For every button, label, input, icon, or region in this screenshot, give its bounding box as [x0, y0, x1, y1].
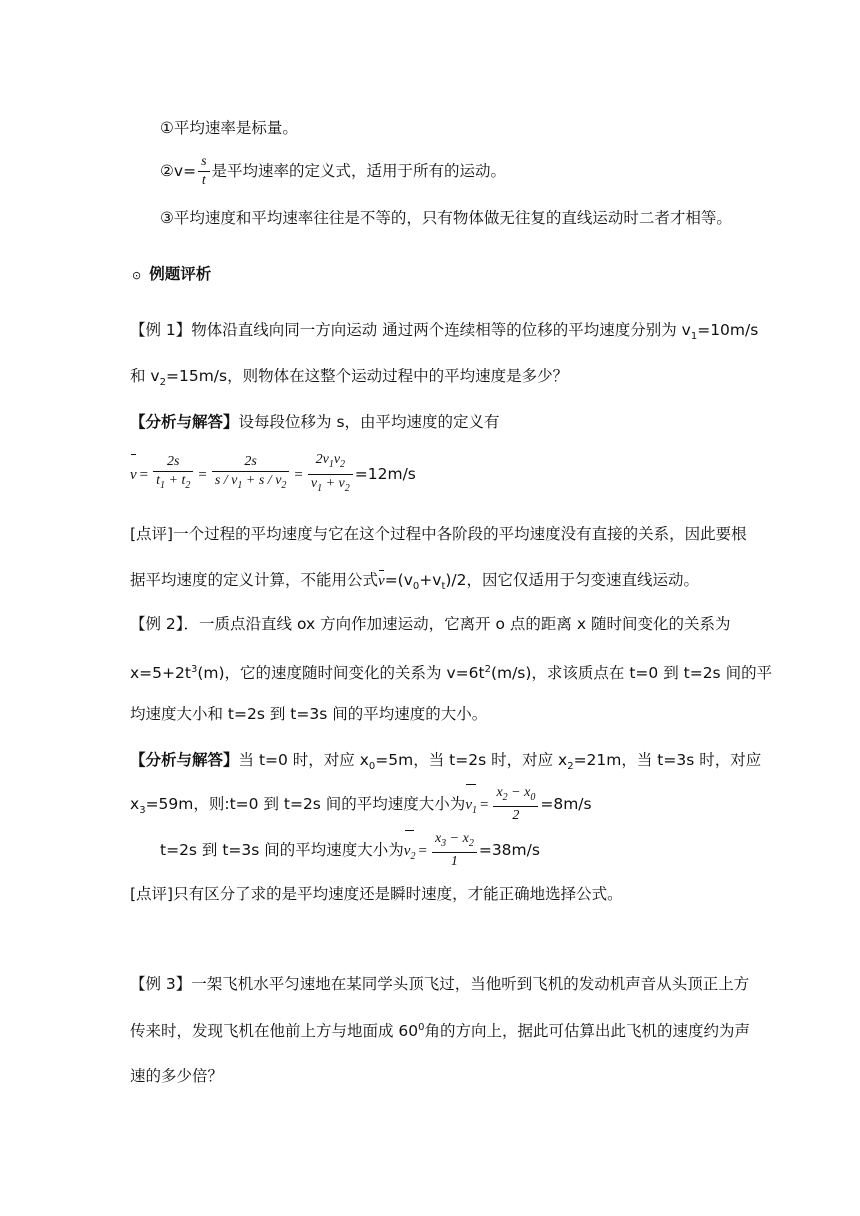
ex2-line-1: 【例 2】．一质点沿直线 ox 方向作加速运动，它离开 o 点的距离 x 随时间变化的关系为 — [130, 615, 731, 633]
ex1-formula: v = $\frac{2s}{t_1 + t_2}$ = $\frac{2s}{s / v_1 + s / v_2}$ = $\frac{2v_1v_2}{v_1 + v_2}$ =12m/s — [130, 452, 416, 494]
ex2-label: 【例 2】 — [130, 615, 184, 633]
ex2-line-2: $x=5+2t^3(m)$，它的速度随时间变化的关系为 $v=6t^2(m/s)$，求该质点在 t=0 到 t=2s 间的平 — [130, 664, 773, 683]
note-2-suffix: 是平均速率的定义式，适用于所有的运动。 — [211, 162, 507, 180]
ex2-analysis-2: $x_3=59m$，则:t=0 到 t=2s 间的平均速度大小为$v_1$ = $\frac{x_2 - x_0}{2}$ =8m/s — [130, 784, 592, 831]
v1-bar-symbol: $v_1$ — [465, 785, 477, 831]
note-1: ①平均速率是标量。 — [160, 119, 298, 137]
ex2-result-1: =8m/s — [540, 795, 592, 813]
ex2-analysis-1: 【分析与解答】当 t=0 时，对应 $x_0=5m$，当 t=2s 时，对应 $x_2=21m$，当 t=3s 时，对应 — [130, 751, 762, 773]
ex2-line-3: 均速度大小和 t=2s 到 t=3s 间的平均速度的大小。 — [130, 705, 488, 723]
ex3-line-2: 传来时，发现飞机在他前上方与地面成 $60^0$角的方向上，据此可估算出此飞机的速度约为声 — [130, 1022, 751, 1041]
ex1-comment-1: [点评]一个过程的平均速度与它在这个过程中各阶段的平均速度没有直接的关系，因此要根 — [130, 525, 747, 543]
s-over-t-fraction: $\frac{s}{t}$ — [198, 154, 209, 189]
note-2-prefix: ②v= — [160, 162, 197, 180]
v-bar-symbol: v — [130, 455, 137, 495]
ex1-result: =12m/s — [354, 464, 416, 483]
section-title: 例题评析 — [149, 265, 212, 283]
ex1-analysis: 【分析与解答】设每段位移为 s，由平均速度的定义有 — [130, 413, 500, 431]
ex1-line-2: 和 $v_2=15m/s$，则物体在这整个运动过程中的平均速度是多少？ — [130, 367, 569, 389]
v-bar-symbol: v — [378, 573, 385, 589]
note-2 — [160, 150, 506, 192]
ex1-line-1: 【例 1】物体沿直线向同一方向运动 通过两个连续相等的位移的平均速度分别为 $v_1=10m/s$ — [130, 321, 759, 343]
section-heading — [132, 264, 211, 286]
ex2-result-2: =38m/s — [478, 841, 540, 859]
section-bullet-icon: ⊙ — [132, 269, 142, 282]
v2-bar-symbol: $v_2$ — [404, 831, 416, 877]
note-3: ③平均速度和平均速率往往是不等的，只有物体做无往复的直线运动时二者才相等。 — [160, 209, 732, 227]
ex2-comment: [点评]只有区分了求的是平均速度还是瞬时速度，才能正确地选择公式。 — [130, 885, 623, 903]
ex1-comment-2: 据平均速度的定义计算，不能用公式$v=(v_0+v_t)/2$，因它仅适用于匀变速直线运动。 — [130, 571, 700, 593]
ex2-analysis-label: 【分析与解答】 — [130, 751, 239, 769]
ex3-line-1: 【例 3】一架飞机水平匀速地在某同学头顶飞过，当他听到飞机的发动机声音从头顶正上方 — [130, 975, 750, 993]
ex3-line-3: 速的多少倍？ — [130, 1067, 224, 1085]
ex2-analysis-3: t=2s 到 t=3s 间的平均速度大小为$v_2$ = $\frac{x_3 - x_2}{1}$ =38m/s — [160, 830, 540, 877]
ex1-label: 【例 1】 — [130, 321, 192, 339]
ex3-label: 【例 3】 — [130, 975, 192, 993]
ex1-analysis-label: 【分析与解答】 — [130, 413, 239, 431]
